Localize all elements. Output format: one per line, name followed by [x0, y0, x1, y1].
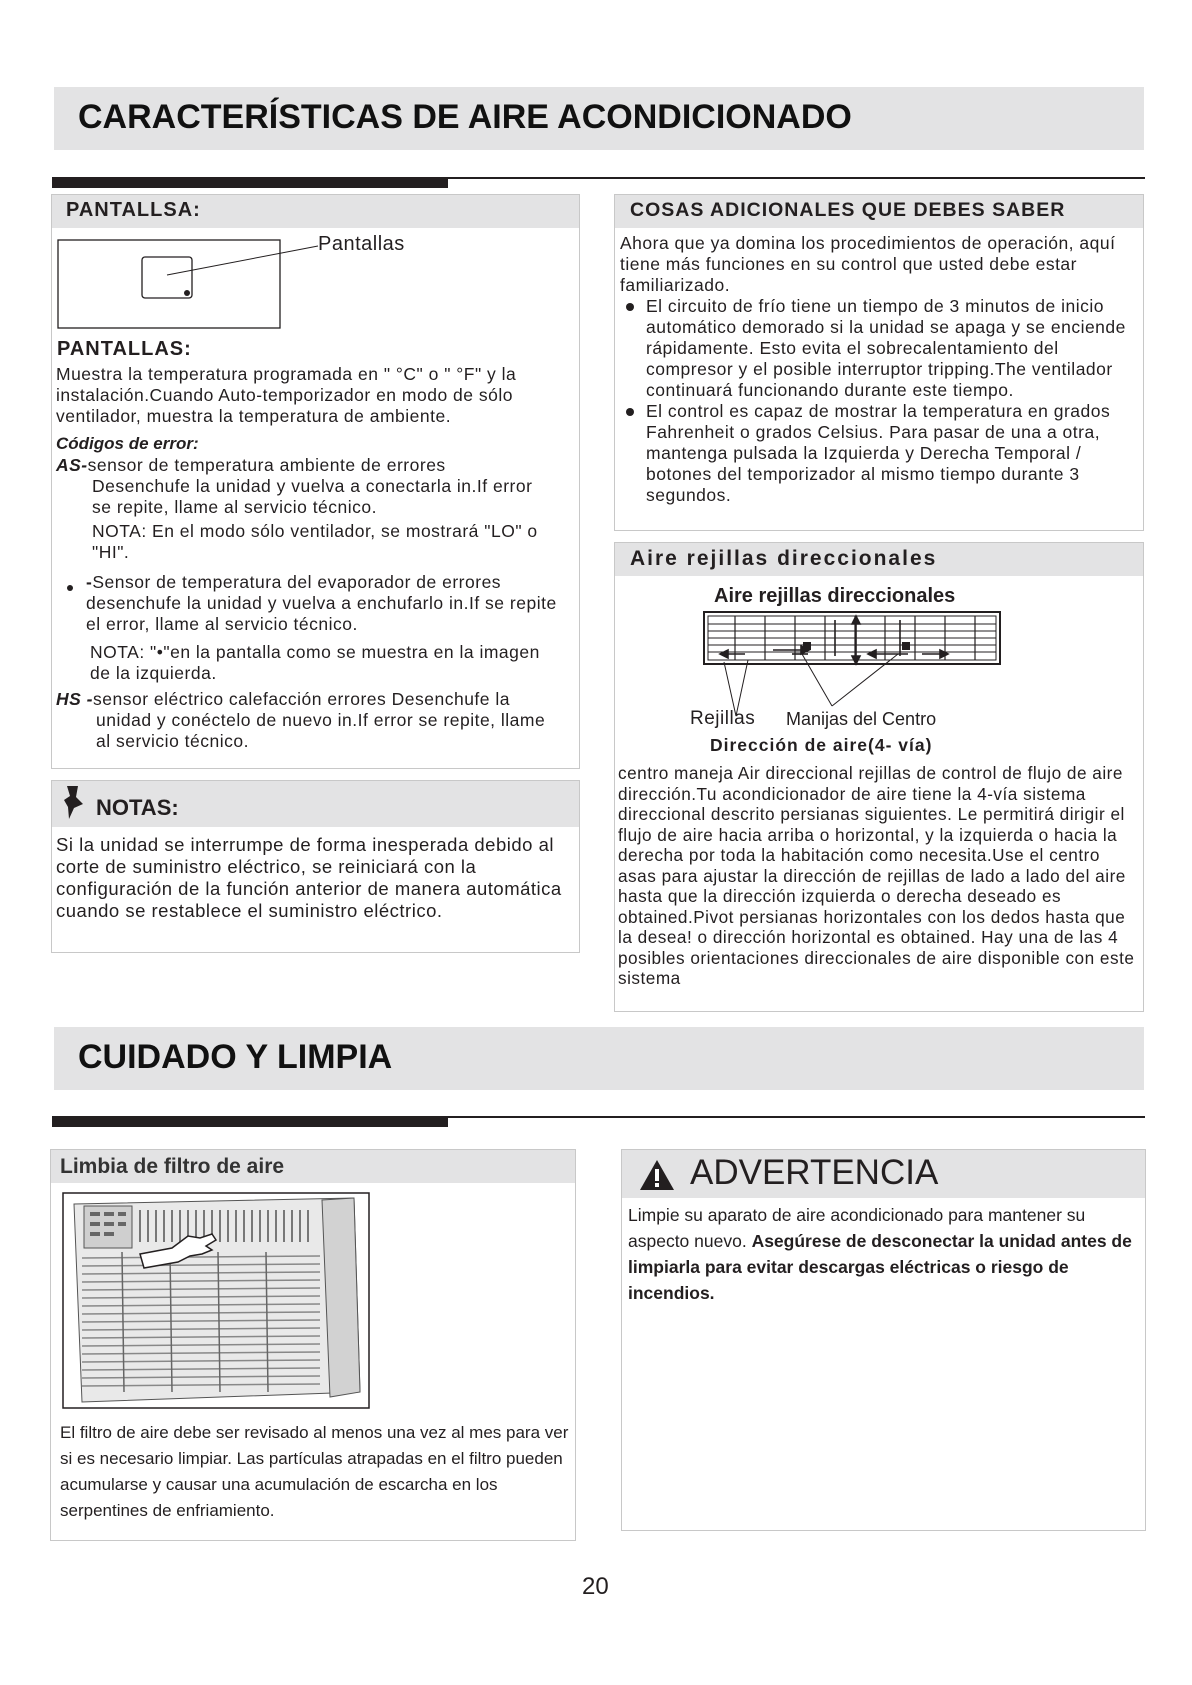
display-callout-label: Pantallas [318, 233, 405, 255]
hs-code: HS - [56, 689, 93, 709]
as-code: AS- [56, 455, 88, 475]
pantalla-description: Muestra la temperatura programada en " °C" o " °F" y la instalación.Cuando Auto-temporizador en modo de sólo ventilador, muestra la temperatura de ambiente. [56, 364, 517, 426]
hs-detail: unidad y conéctelo de nuevo in.If error se repite, llame al servicio técnico. [96, 710, 546, 751]
pantalla-subtitle: PANTALLAS: [57, 338, 192, 360]
page-number: 20 [582, 1573, 609, 1600]
louvers-label: Rejillas [690, 708, 756, 729]
hs-text: sensor eléctrico calefacción errores Desenchufe la [93, 689, 510, 709]
section-title: CARACTERÍSTICAS DE AIRE ACONDICIONADO [78, 98, 852, 136]
as-detail: Desenchufe la unidad y vuelva a conectarla in.If error se repite, llame al servicio técnico. [92, 476, 533, 517]
advertencia-title: ADVERTENCIA [690, 1153, 939, 1192]
louver-figure-title: Aire rejillas direccionales [714, 585, 956, 607]
divider-bar [52, 178, 448, 188]
callout-line [167, 246, 318, 275]
advertencia-text-bold: Asegúrese de desconectar la unidad antes de limpiarla para evitar descargas eléctricas o riesgo de incendios. [628, 1231, 1132, 1303]
center-handle-right [902, 642, 910, 650]
ev-code: - [86, 572, 93, 592]
divider-bar [52, 1117, 448, 1127]
notas-text: Si la unidad se interrumpe de forma inesperada debido al corte de suministro eléctrico, se reiniciará con la configuración de la función anterior de manera automática cuando se restablece el suministro eléctrico. [56, 834, 562, 921]
airflow-arrows [720, 616, 948, 664]
cosas-body [620, 233, 1142, 506]
ev-note: NOTA: "•"en la pantalla como se muestra en la imagen de la izquierda. [90, 642, 540, 683]
advertencia-text [628, 1202, 1140, 1306]
filtro-header: Limbia de filtro de aire [60, 1155, 285, 1178]
louver-slats [708, 624, 996, 652]
as-text: sensor de temperatura ambiente de errores [87, 455, 446, 475]
cosas-intro: Ahora que ya domina los procedimientos de operación, aquí tiene más funciones en su control que usted debe estar familiarizado. [620, 233, 1116, 295]
ac-unit-illustration [62, 1192, 371, 1410]
error-code-as [56, 455, 576, 476]
notas-title: NOTAS: [96, 795, 179, 820]
ev-text: Sensor de temperatura del evaporador de errores desenchufe la unidad y vuelva a enchufarlo in.If se repite el error, llame al servicio técnico. [86, 572, 557, 634]
cosas-bullet-2: El control es capaz de mostrar la temperatura en grados Fahrenheit o grados Celsius. Para pasar de una a otra, mantenga pulsada la Izquierda y Derecha Temporal / botones del temporizador al mismo tiempo durante 3 segundos. [620, 401, 1142, 506]
louver-caption: Dirección de aire(4- vía) [710, 735, 933, 755]
error-code-hs [56, 689, 578, 710]
center-handle-left [803, 642, 811, 650]
as-note: NOTA: En el modo sólo ventilador, se mostrará "LO" o "HI". [92, 521, 538, 562]
cosas-bullet-1: El circuito de frío tiene un tiempo de 3 minutos de inicio automático demorado si la unidad se apaga y se enciende rápidamente. Esto evita el sobrecalentamiento del compresor y el posible interruptor tripping.The ventilador continuará funcionando durante este tiempo. [620, 296, 1142, 401]
error-code-evaporator [86, 572, 566, 635]
center-handles-label: Manijas del Centro [786, 709, 937, 729]
indicator-dot [184, 290, 190, 296]
rejillas-text: centro maneja Air direccional rejillas de control de flujo de aire dirección.Tu acondicionador de aire tiene la 4-vía sistema direccional descrito persianas siguientes. Le permitirá dirigir el flujo de aire hacia arriba o horizontal, y la izquierda o hacia la derecha por toda la habitación como necesita.Use el centro asas para ajustar la dirección de rejillas de lado a lado del aire hasta que la dirección izquierda o derecha deseado es obtained.Pivot persianas horizontales con los dedos hasta que la desea! o dirección horizontal es obtained. Hay una de las 4 posibles orientaciones direccionales de aire disponible con este sistema [618, 763, 1135, 988]
warning-icon [638, 1158, 676, 1192]
filtro-text: El filtro de aire debe ser revisado al menos una vez al mes para ver si es necesario limpiar. Las partículas atrapadas en el filtro pueden acumularse y causar una acumulación de escarcha en los serpentines de enfriamiento. [60, 1423, 569, 1520]
display-diagram [56, 230, 326, 335]
pantalla-header: PANTALLSA: [66, 199, 201, 221]
unit-panel [58, 240, 280, 328]
pushpin-icon [62, 783, 90, 821]
section-title: CUIDADO Y LIMPIA [78, 1038, 393, 1076]
louver-diagram [690, 610, 1020, 716]
error-codes-title: Códigos de error: [56, 434, 199, 453]
cosas-header: COSAS ADICIONALES QUE DEBES SABER [630, 199, 1066, 221]
advertencia-text-plain: Limpie su aparato de aire acondicionado para mantener su aspecto nuevo. [628, 1205, 1086, 1251]
bullet-dot [67, 585, 73, 591]
rejillas-header: Aire rejillas direccionales [630, 547, 938, 570]
